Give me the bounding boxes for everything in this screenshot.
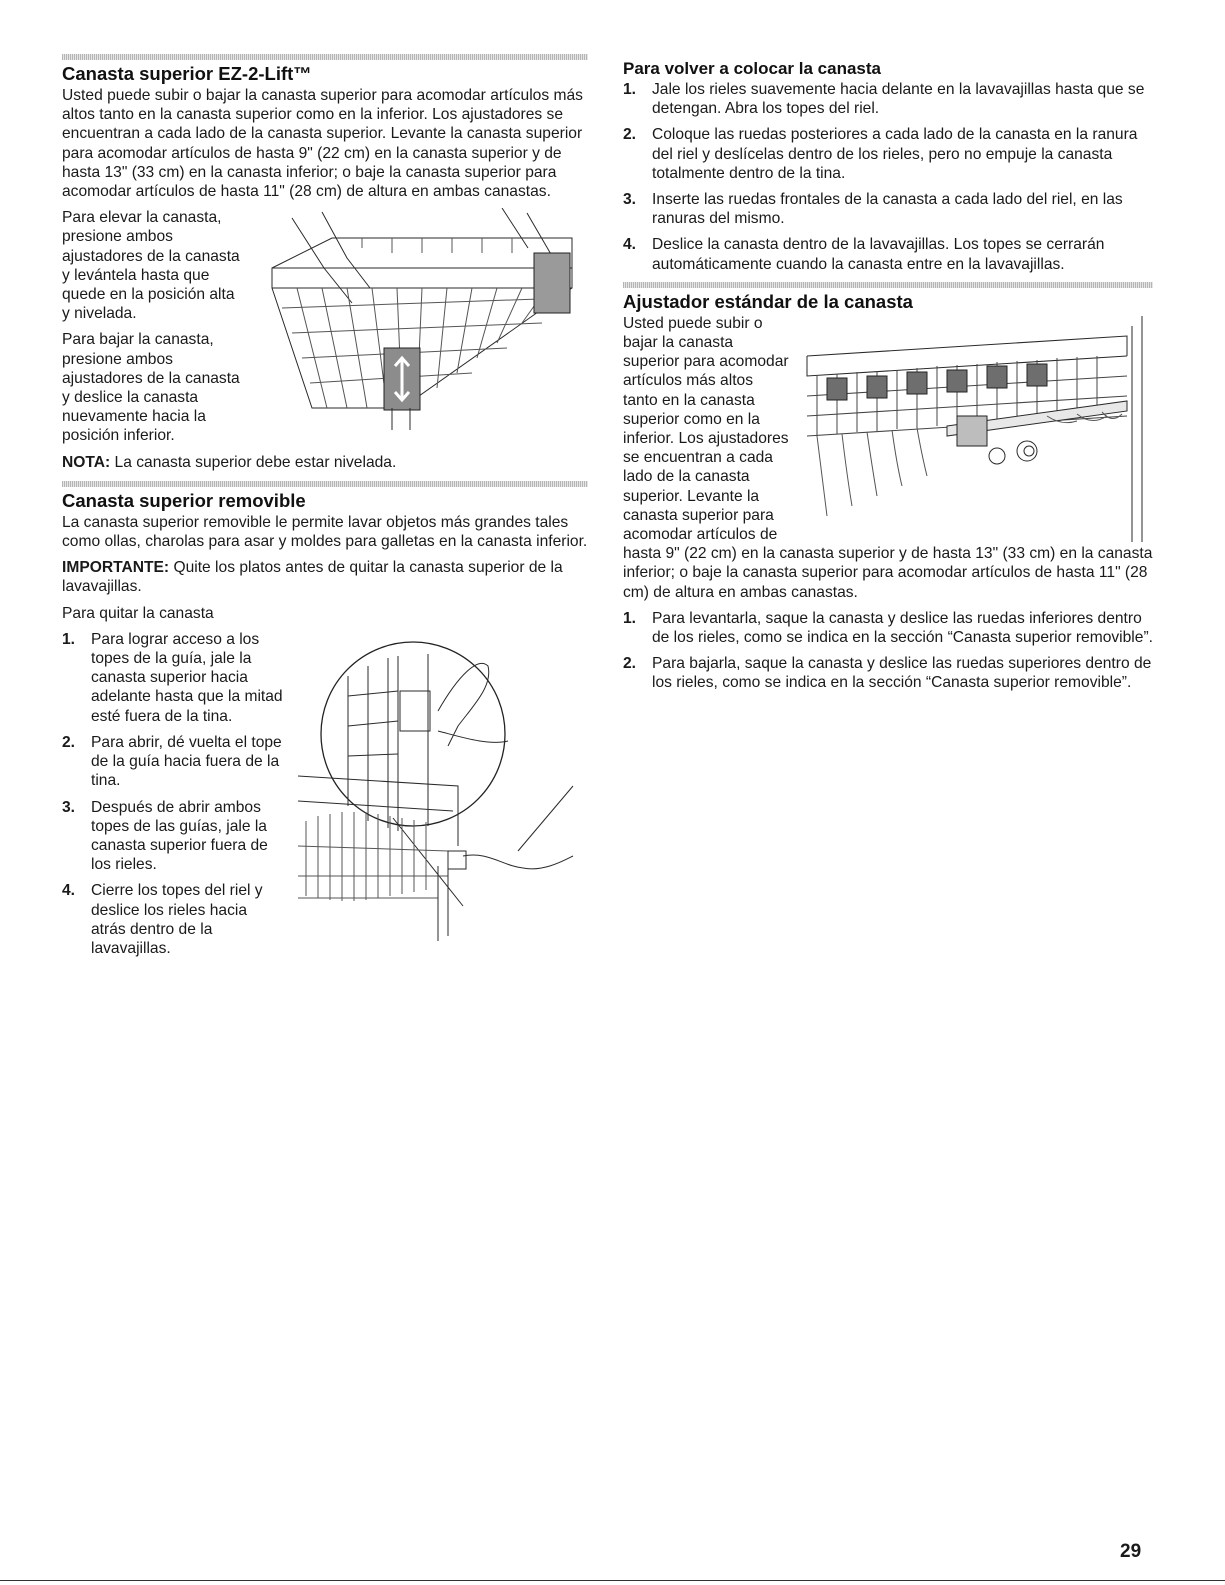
step-number: 1. bbox=[623, 81, 637, 98]
step-text: Después de abrir ambos topes de las guías, jale la canasta superior fuera de los rieles. bbox=[91, 798, 268, 874]
step-number: 2. bbox=[623, 655, 637, 673]
section-divider bbox=[623, 282, 1153, 288]
step-number: 1. bbox=[62, 630, 76, 648]
step-number: 3. bbox=[62, 798, 76, 816]
standard-steps-list bbox=[623, 609, 1153, 693]
step-number: 3. bbox=[623, 191, 637, 209]
list-item bbox=[62, 798, 588, 875]
step-number: 2. bbox=[62, 733, 76, 751]
step-text: Cierre los topes del riel y deslice los rieles hacia atrás dentro de la lavavajillas. bbox=[91, 882, 263, 957]
step-text: Inserte las ruedas frontales de la canasta a cada lado del riel, en las ranuras del mismo. bbox=[652, 191, 1123, 228]
section-divider bbox=[62, 481, 588, 487]
step-text: Para abrir, dé vuelta el tope de la guía hacia fuera de la tina. bbox=[91, 733, 282, 790]
list-item bbox=[62, 630, 588, 726]
list-item bbox=[62, 881, 588, 958]
important-label: IMPORTANTE: bbox=[62, 559, 170, 577]
removable-intro: La canasta superior removible le permite lavar objetos más grandes tales como ollas, charolas para asar y moldes para galletas en la canasta inferior. bbox=[62, 513, 588, 551]
replace-heading: Para volver a colocar la canasta bbox=[623, 59, 881, 78]
list-item bbox=[62, 733, 588, 791]
removable-heading: Canasta superior removible bbox=[62, 489, 306, 511]
ez2lift-intro: Usted puede subir o bajar la canasta superior para acomodar artículos más altos tanto en la canasta superior como en la inferior. Los ajustadores se encuentran a cada lado de la canasta superior. Levante la canasta superior para acomodar artículos de hasta 9" (22 cm) en la canasta superior y de hasta 13" (33 cm) en la canasta inferior; o baje la canasta superior para acomodar artículos de hasta 11" (28 cm) de altura en ambas canastas. bbox=[62, 87, 583, 201]
ez2lift-note bbox=[62, 453, 588, 472]
step-number: 4. bbox=[62, 882, 76, 900]
note-label: NOTA: bbox=[62, 453, 111, 471]
list-item bbox=[623, 654, 1153, 692]
step-text: Jale los rieles suavemente hacia delante en la lavavajillas hasta que se detengan. Abra los topes del riel. bbox=[652, 81, 1145, 118]
step-number: 2. bbox=[623, 126, 637, 144]
step-text: Para levantarla, saque la canasta y deslice las ruedas inferiores dentro de los rieles, como se indica en la sección “Canasta superior removible”. bbox=[652, 609, 1153, 647]
right-column bbox=[623, 54, 1153, 700]
note-text: La canasta superior debe estar nivelada. bbox=[110, 453, 397, 471]
step-text: Coloque las ruedas posteriores a cada lado de la canasta en la ranura del riel y deslícelas dentro de los rieles, pero no empuje la canasta totalmente dentro de la tina. bbox=[652, 126, 1138, 182]
step-text: Para bajarla, saque la canasta y deslice las ruedas superiores dentro de los rieles, como se indica en la sección “Canasta superior removible”. bbox=[652, 655, 1152, 692]
standard-intro: Usted puede subir o bajar la canasta superior para acomodar artículos más altos tanto en la canasta superior como en la inferior. Los ajustadores se encuentran a cada lado de la canasta superior. Levante la canasta superior para acomodar artículos de hasta 9" (22 cm) en la canasta superior y de hasta 13" (33 cm) en la canasta inferior; o baje la canasta superior para acomodar artículos de hasta 11" (28 cm) de altura en ambas canastas. bbox=[623, 314, 1153, 601]
standard-adjuster-illustration bbox=[797, 316, 1153, 542]
list-item bbox=[623, 190, 1153, 228]
ez2lift-heading: Canasta superior EZ-2-Lift™ bbox=[62, 63, 312, 84]
ez2lift-figure-block bbox=[62, 208, 588, 452]
section-divider bbox=[62, 54, 588, 60]
step-number: 1. bbox=[623, 609, 637, 627]
ez2lift-lower-text: Para bajar la canasta, presione ambos ajustadores de la canasta y deslice la canasta nuevamente hacia la posición inferior. bbox=[62, 331, 240, 445]
removable-subhead: Para quitar la canasta bbox=[62, 604, 214, 622]
list-item bbox=[623, 125, 1153, 183]
standard-figure-block bbox=[623, 314, 1153, 609]
page-bottom-rule bbox=[0, 1580, 1225, 1581]
step-text: Para lograr acceso a los topes de la guía, jale la canasta superior hacia adelante hasta que la mitad esté fuera de la tina. bbox=[91, 630, 283, 725]
important-text: Quite los platos antes de quitar la canasta superior de la lavavajillas. bbox=[62, 559, 563, 596]
removable-important bbox=[62, 558, 588, 596]
page-number: 29 bbox=[1120, 1541, 1142, 1562]
list-item bbox=[623, 609, 1153, 647]
removable-steps-block bbox=[62, 630, 588, 965]
step-text: Deslice la canasta dentro de la lavavajillas. Los topes se cerrarán automáticamente cuando la canasta entre en la lavavajillas. bbox=[652, 236, 1105, 273]
ez2lift-rack-illustration bbox=[252, 208, 588, 430]
ez2lift-raise-text: Para elevar la canasta, presione ambos ajustadores de la canasta y levántela hasta que quede en la posición alta y nivelada. bbox=[62, 209, 240, 323]
list-item bbox=[623, 80, 1153, 118]
left-column bbox=[62, 54, 588, 965]
replace-steps-list bbox=[623, 80, 1153, 274]
list-item bbox=[623, 235, 1153, 273]
standard-heading: Ajustador estándar de la canasta bbox=[623, 290, 913, 312]
step-number: 4. bbox=[623, 236, 637, 254]
